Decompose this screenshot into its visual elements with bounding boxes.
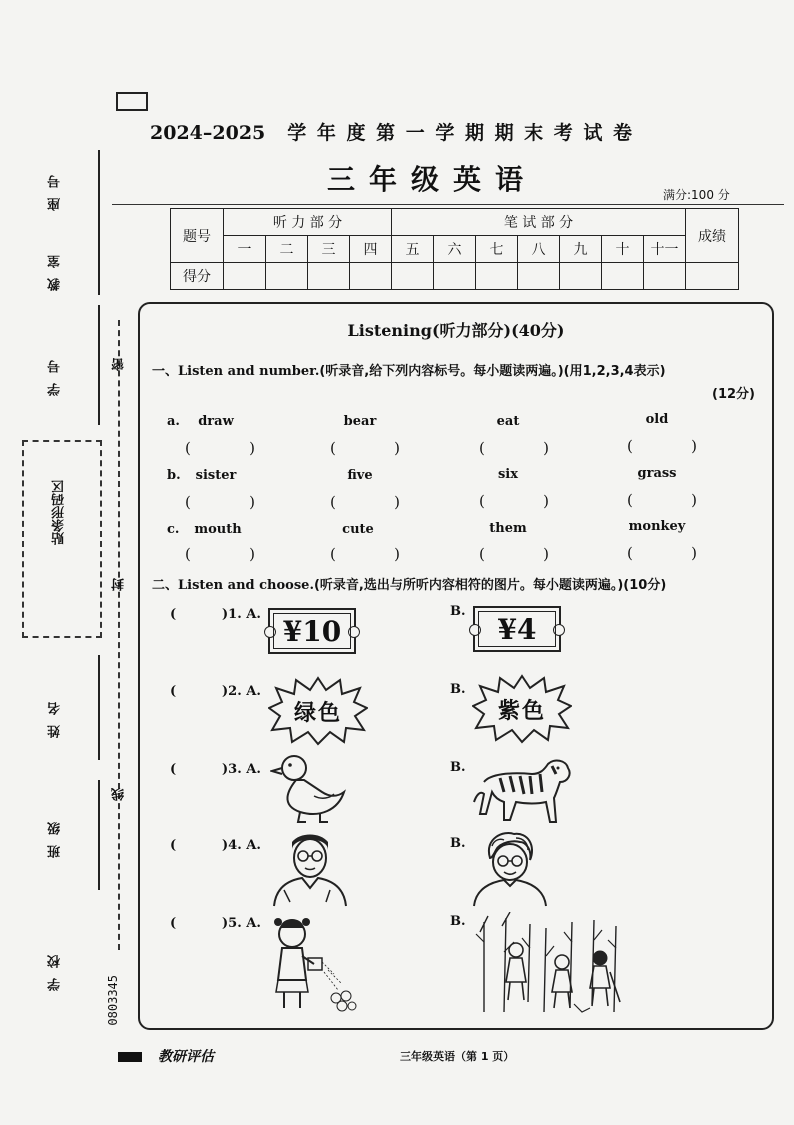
q2-open-paren[interactable]: (: [170, 684, 177, 699]
answer-blank[interactable]: ( ): [479, 545, 549, 563]
word-draw: draw: [198, 414, 234, 429]
children-planting-trees-icon[interactable]: [474, 912, 624, 1016]
seal-feng: 封: [112, 578, 127, 591]
footer-bar: [118, 1052, 142, 1062]
score-col-6: 六: [434, 236, 476, 263]
q3-open-paren[interactable]: (: [170, 762, 177, 777]
header-divider: [112, 204, 784, 205]
q4-open-paren[interactable]: (: [170, 838, 177, 853]
answer-blank[interactable]: ( ): [330, 545, 400, 563]
word-grass: grass: [637, 466, 677, 481]
section-2-title-cn: (听录音,选出与所听内容相符的图片。每小题读两遍。)(10分): [313, 578, 667, 593]
score-cell[interactable]: [476, 263, 518, 290]
score-col-9: 九: [560, 236, 602, 263]
score-cell-total[interactable]: [686, 263, 739, 290]
class-label: 班级: [48, 812, 63, 858]
full-score: 满分:100 分: [663, 188, 730, 202]
section-1-title: [152, 360, 666, 379]
score-col-5: 五: [392, 236, 434, 263]
seal-dashed-line: [118, 320, 120, 950]
score-cell[interactable]: [518, 263, 560, 290]
word-bear: bear: [343, 414, 377, 429]
answer-blank[interactable]: ( ): [185, 439, 255, 457]
score-cell[interactable]: [392, 263, 434, 290]
section-1-title-en: 一、Listen and number.: [152, 364, 320, 379]
answer-blank[interactable]: ( ): [627, 544, 697, 562]
answer-blank[interactable]: ( ): [330, 493, 400, 511]
q2-a-color-burst[interactable]: [268, 676, 368, 746]
word-mouth: mouth: [194, 522, 242, 537]
score-cell[interactable]: [644, 263, 686, 290]
answer-blank[interactable]: ( ): [330, 439, 400, 457]
answer-blank[interactable]: ( ): [185, 545, 255, 563]
student-no-label: 学号: [48, 350, 63, 396]
q5-b-label: B.: [450, 914, 466, 929]
subject-title: 三年级英语: [326, 163, 537, 196]
binding-line: [98, 305, 100, 425]
word-cute: cute: [342, 522, 374, 537]
word-eat: eat: [496, 414, 520, 429]
score-col-10: 十: [602, 236, 644, 263]
barcode-area-label: 贴条形码区: [52, 480, 67, 545]
listening-heading: Listening(听力部分)(40分): [347, 321, 565, 340]
row-label-b: b.: [167, 468, 181, 483]
name-label: 姓名: [48, 692, 63, 738]
score-cell[interactable]: [308, 263, 350, 290]
serial-number: 0803345: [106, 975, 120, 1026]
q1-b-label: B.: [450, 604, 466, 619]
q4-b-label: B.: [450, 836, 466, 851]
score-col-11: 十一: [644, 236, 686, 263]
q2-number: )2. A.: [222, 684, 261, 699]
binding-line: [98, 655, 100, 760]
section-2-title: [152, 574, 666, 593]
score-cell[interactable]: [434, 263, 476, 290]
q1-b-price: ¥4: [478, 611, 556, 647]
score-col-3: 三: [308, 236, 350, 263]
q1-number: )1. A.: [222, 607, 261, 622]
footer-brand: 教研评估: [158, 1049, 214, 1065]
score-col-8: 八: [518, 236, 560, 263]
score-table-total-label: 成绩: [686, 209, 739, 263]
exam-year: 2024–2025: [150, 122, 266, 144]
score-col-2: 二: [266, 236, 308, 263]
q2-b-label: B.: [450, 682, 466, 697]
answer-blank[interactable]: ( ): [479, 439, 549, 457]
seal-xian: 线: [112, 788, 127, 801]
man-with-glasses-icon[interactable]: [270, 828, 350, 908]
section-1-title-cn: (听录音,给下列内容标号。每小题读两遍。)(用1,2,3,4表示): [319, 364, 666, 379]
girl-watering-flowers-icon[interactable]: [268, 912, 358, 1016]
exam-title-text: 学 年 度 第 一 学 期 期 末 考 试 卷: [287, 122, 635, 144]
school-label: 学校: [48, 945, 63, 991]
score-table-writing: 笔 试 部 分: [392, 209, 686, 236]
row-label-c: c.: [167, 522, 180, 537]
exam-title: [150, 118, 770, 145]
word-monkey: monkey: [628, 519, 686, 534]
answer-blank[interactable]: ( ): [185, 493, 255, 511]
word-old: old: [645, 412, 669, 427]
score-table-no-label: 题号: [171, 209, 224, 263]
seat-label: 座号: [48, 165, 63, 211]
word-five: five: [347, 468, 373, 483]
answer-blank[interactable]: ( ): [479, 492, 549, 510]
q5-number: )5. A.: [222, 916, 261, 931]
q1-b-price-ticket[interactable]: [473, 606, 561, 652]
q1-a-price: ¥10: [273, 613, 351, 649]
score-table-score-label: 得分: [171, 263, 224, 290]
q2-a-color: 绿色: [293, 700, 342, 726]
word-six: six: [497, 467, 518, 482]
q2-b-color-burst[interactable]: [472, 674, 572, 744]
score-col-7: 七: [476, 236, 518, 263]
q1-a-price-ticket[interactable]: [268, 608, 356, 654]
score-cell[interactable]: [560, 263, 602, 290]
score-cell[interactable]: [350, 263, 392, 290]
q3-b-label: B.: [450, 760, 466, 775]
duck-icon[interactable]: [270, 750, 350, 825]
word-sister: sister: [195, 468, 237, 483]
score-col-1: 一: [224, 236, 266, 263]
score-col-4: 四: [350, 236, 392, 263]
word-them: them: [489, 521, 527, 536]
q1-open-paren[interactable]: (: [170, 607, 177, 622]
score-cell[interactable]: [602, 263, 644, 290]
answer-blank[interactable]: ( ): [627, 491, 697, 509]
grandmother-icon[interactable]: [470, 828, 550, 908]
row-label-a: a.: [167, 414, 180, 429]
q5-open-paren[interactable]: (: [170, 916, 177, 931]
binding-line: [98, 780, 100, 890]
score-table: [170, 208, 739, 290]
answer-blank[interactable]: ( ): [627, 437, 697, 455]
section-2-title-en: 二、Listen and choose.: [152, 578, 314, 593]
footer-page-number: 三年级英语（第 1 页）: [400, 1050, 515, 1063]
classroom-label: 教室: [48, 245, 63, 291]
q2-b-color: 紫色: [497, 698, 546, 724]
score-table-listening: 听 力 部 分: [224, 209, 392, 236]
section-1-points: (12分): [712, 387, 755, 402]
q4-number: )4. A.: [222, 838, 261, 853]
score-cell[interactable]: [224, 263, 266, 290]
score-cell[interactable]: [266, 263, 308, 290]
tiger-icon[interactable]: [470, 752, 574, 828]
corner-box: [116, 92, 148, 111]
q3-number: )3. A.: [222, 762, 261, 777]
seal-mi: 密: [112, 358, 127, 371]
